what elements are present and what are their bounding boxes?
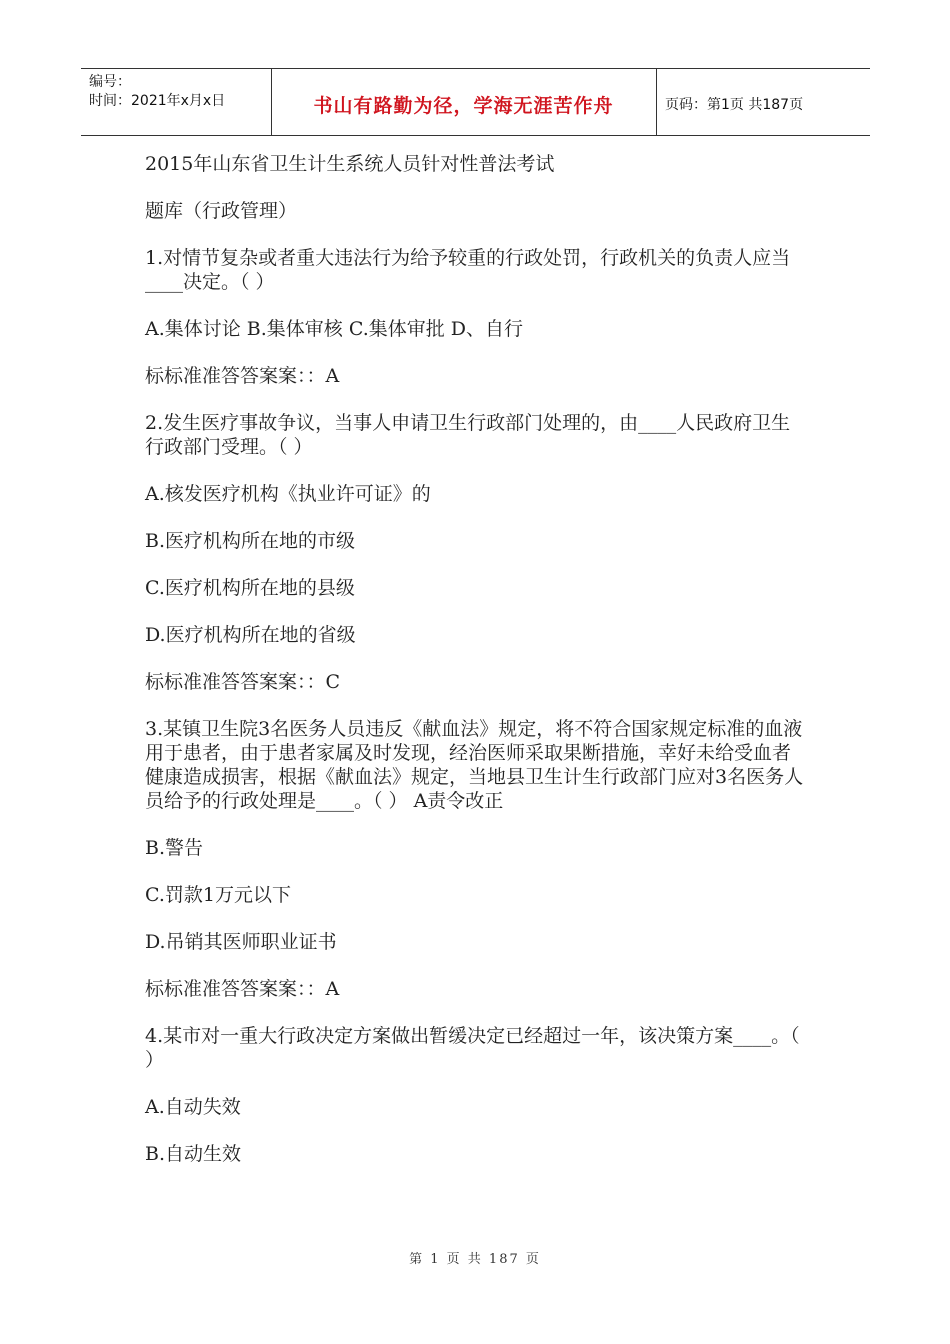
header-divider-right [656, 69, 657, 135]
question-1-options: A.集体讨论 B.集体审核 C.集体审批 D、自行 [145, 318, 524, 340]
header-meta [89, 73, 225, 111]
question-3-option-d: D.吊销其医师职业证书 [145, 931, 337, 953]
question-1-answer: 标标准准答答案案：：A [145, 365, 340, 387]
doc-subtitle: 题库（行政管理） [145, 200, 298, 222]
question-3-option-b: B.警告 [145, 837, 204, 859]
question-4-option-b: B.自动生效 [145, 1143, 242, 1165]
question-1: 1.对情节复杂或者重大违法行为给予较重的行政处罚，行政机关的负责人应当____决定。（ ） [145, 247, 791, 293]
header-code-label: 编号： [89, 74, 131, 90]
question-2-option-d: D.医疗机构所在地的省级 [145, 624, 356, 646]
question-3-answer: 标标准准答答案案：：A [145, 978, 340, 1000]
question-2-option-c: C.医疗机构所在地的县级 [145, 577, 355, 599]
question-4-option-a: A.自动失效 [145, 1096, 241, 1118]
header-time-label: 时间：2021年x月x日 [89, 93, 226, 109]
question-3-option-c: C.罚款1万元以下 [145, 884, 291, 906]
question-4: 4.某市对一重大行政决定方案做出暂缓决定已经超过一年，该决策方案____。（ ） [145, 1025, 806, 1071]
header-motto: 书山有路勤为径，学海无涯苦作舟 [313, 95, 614, 117]
question-2-option-a: A.核发医疗机构《执业许可证》的 [145, 483, 431, 505]
document-body [145, 152, 805, 1189]
header-page-info: 页码：第1页 共187页 [665, 97, 804, 113]
page-header [81, 68, 870, 136]
question-2-answer: 标标准准答答案案：：C [145, 671, 341, 693]
question-3: 3.某镇卫生院3名医务人员违反《献血法》规定，将不符合国家规定标准的血液用于患者，由于患者家属及时发现，经治医师采取果断措施，幸好未给受血者健康造成损害，根据《献血法》规定，当地县卫生计生行政部门应对3名医务人员给予的行政处理是____。（ ） A责令改正 [145, 718, 804, 812]
question-2-option-b: B.医疗机构所在地的市级 [145, 530, 356, 552]
question-2: 2.发生医疗事故争议，当事人申请卫生行政部门处理的，由____人民政府卫生行政部门受理。（ ） [145, 412, 791, 458]
doc-title: 2015年山东省卫生计生系统人员针对性普法考试 [145, 153, 555, 175]
page-footer: 第 1 页 共 187 页 [409, 1252, 541, 1267]
